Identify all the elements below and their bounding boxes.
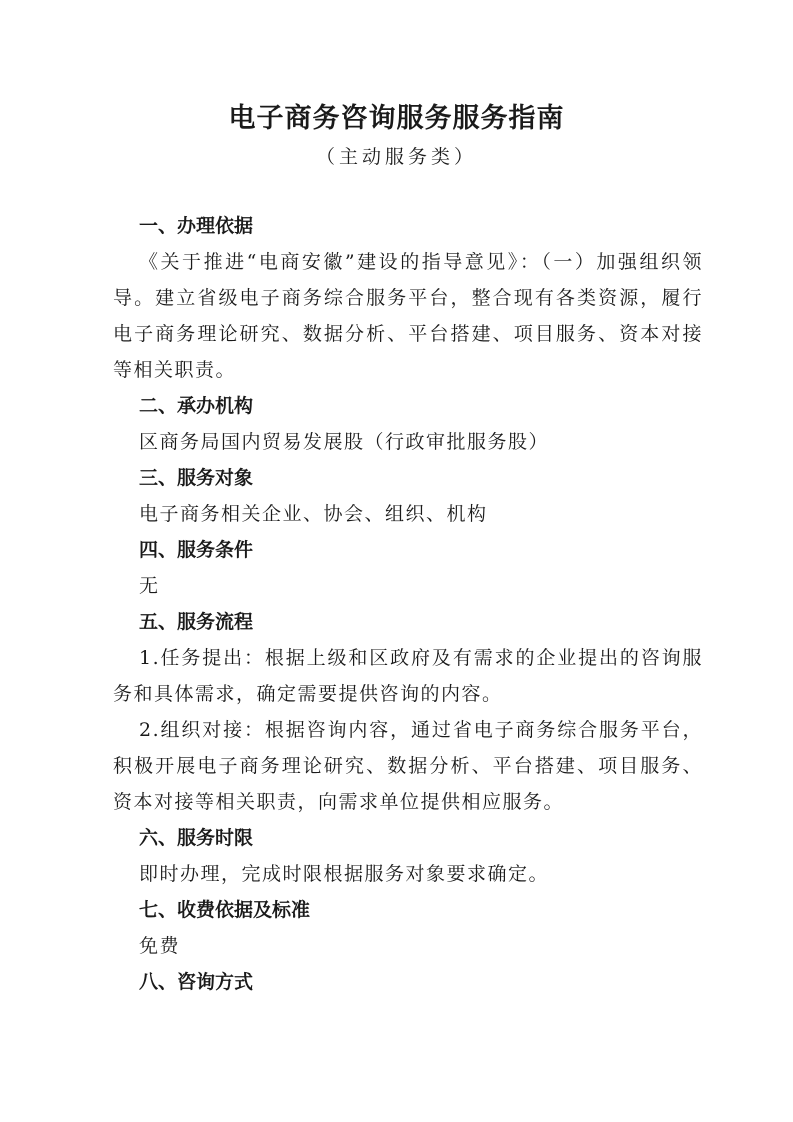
section-heading-fees: 七、收费依据及标准: [139, 899, 311, 921]
section-text-process-step-2: 2.组织对接：根据咨询内容，通过省电子商务综合服务平台，积极开展电子商务理论研究、数据分析、平台搭建、项目服务、资本对接等相关职责，向需求单位提供相应服务。: [113, 719, 703, 813]
section-heading-time-limit: 六、服务时限: [139, 827, 254, 849]
section-text-process-step-1: 1.任务提出：根据上级和区政府及有需求的企业提出的咨询服务和具体需求，确定需要提供咨询的内容。: [113, 647, 703, 705]
section-text-basis: 《关于推进“电商安徽”建设的指导意见》：（一）加强组织领导。建立省级电子商务综合服务平台，整合现有各类资源，履行电子商务理论研究、数据分析、平台搭建、项目服务、资本对接等相关职责。: [113, 251, 703, 381]
section-heading-conditions: 四、服务条件: [139, 539, 254, 561]
section-heading-basis: 一、办理依据: [139, 215, 254, 237]
section-text-time-limit: 即时办理，完成时限根据服务对象要求确定。: [139, 863, 550, 885]
section-text-agency: 区商务局国内贸易发展股（行政审批服务股）: [139, 431, 550, 453]
document-body: [113, 208, 703, 1000]
section-text-fees: 免费: [139, 935, 181, 957]
section-text-conditions: 无: [139, 575, 160, 597]
section-heading-consultation: 八、咨询方式: [139, 971, 254, 993]
document-subtitle: （主动服务类）: [315, 146, 477, 168]
section-text-target: 电子商务相关企业、协会、组织、机构: [139, 503, 488, 525]
document-title: 电子商务咨询服务服务指南: [228, 103, 565, 134]
section-heading-target: 三、服务对象: [139, 467, 254, 489]
section-heading-process: 五、服务流程: [139, 611, 254, 633]
section-heading-agency: 二、承办机构: [139, 395, 254, 417]
